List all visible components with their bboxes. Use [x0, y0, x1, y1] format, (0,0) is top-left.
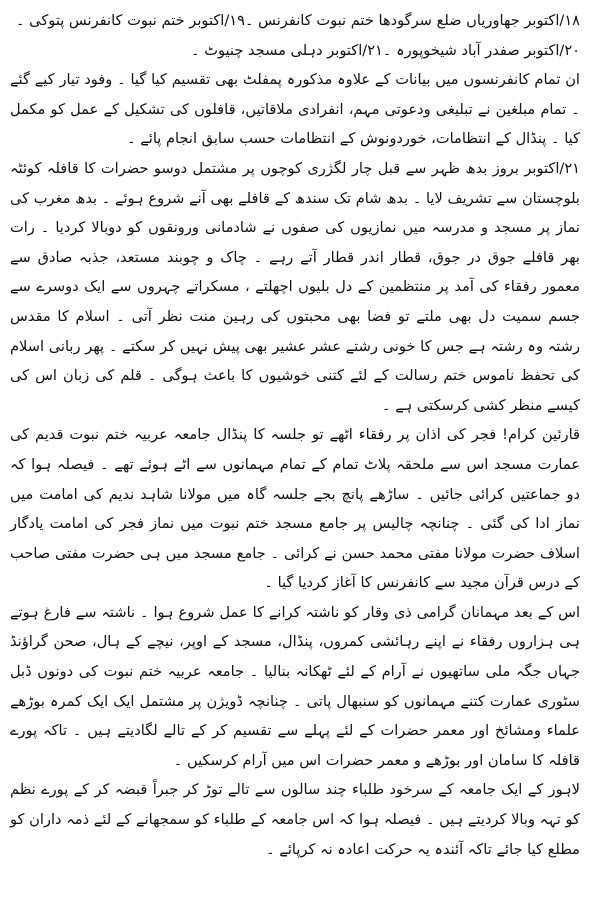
schedule-line-1: ۱۸/اکتوبر جھاوریاں ضلع سرگودھا ختم نبوت کانفرنس ۔۱۹/اکتوبر ختم نبوت کانفرنس پتوکی ۔: [15, 12, 580, 29]
paragraph-arrangements: ان تمام کانفرنسوں میں بیانات کے علاوہ مذکورہ پمفلٹ بھی تقسیم کیا گیا ۔ وفود تیار کیے گئے ۔ تمام مبلغین نے تبلیغی ودعوتی مہم، انفرادی ملاقاتیں، قافلوں کی تشکیل کے عمل کو مکمل کیا ۔ پنڈال کے انتظامات، خوردونوش کے انتظامات حسب سابق انجام پائے ۔: [10, 71, 580, 148]
schedule-line-2: ۲۰/اکتوبر صفدر آباد شیخوپورہ ۔۲۱/اکتوبر دہلی مسجد چنیوٹ ۔: [191, 41, 580, 59]
article-body: [10, 6, 580, 864]
paragraph-fajr: قارئین کرام! فجر کی اذان پر رفقاء اٹھے تو جلسہ کا پنڈال جامعہ عربیہ ختم نبوت قدیم کی عمارت مسجد اس سے ملحقہ پلاٹ تمام کے تمام مہمانوں سے اٹے ہوئے تھے ۔ فیصلہ ہوا کہ دو جماعتیں کرائی جائیں ۔ ساڑھے پانچ بجے جلسہ گاہ میں مولانا شاہد ندیم کی امامت میں نماز ادا کی گئی ۔ چنانچہ چالیس پر جامع مسجد ختم نبوت میں نماز فجر کی امامت یادگار اسلاف حضرت مولانا مفتی محمد حسن نے کرائی ۔ جامع مسجد میں ہی حضرت مفتی صاحب کے درس قرآن مجید سے کانفرنس کا آغاز کردیا گیا ۔: [10, 426, 580, 592]
paragraph-caravans: ۲۱/اکتوبر بروز بدھ ظہر سے قبل چار لگژری کوچوں پر مشتمل دوسو حضرات کا قافلہ کوئٹہ بلوچستان سے تشریف لایا ۔ بدھ شام تک سندھ کے قافلے بھی آنے شروع ہوئے ۔ بدھ مغرب کی نماز پر مسجد و مدرسہ میں نمازیوں کی صفوں نے شادمانی ورونقوں کو دوبالا کردیا ۔ رات بھر قافلے جوق در جوق، قطار اندر قطار آتے رہے ۔ چاک و چوبند مستعد، جذبہ صادق سے معمور رفقاء کی آمد پر منتظمین کے دل بلیوں اچھلتے ، مسکراتے چہروں سے ایک دوسرے سے جسم سمیت دل بھی ملتے تو فضا بھی محبتوں کی رہین منت نظر آتی ۔ اسلام کا مقدس رشتہ وہ رشتہ ہے جس کا خونی رشتے عشر عشیر بھی پیش نہیں کر سکتے ۔ پھر ربانی اسلام کی تحفظ ناموس ختم رسالت کے لئے کتنی خوشیوں کا باعث ہوگی ۔ قلم کی زبان اس کی کیسے منظر کشی کرسکتی ہے ۔: [10, 159, 580, 414]
paragraph-lahore: لاہور کے ایک جامعہ کے سرخود طلباء چند سالوں سے تالے توڑ کر جبراً قبضہ کر کے پورے نظم کو تہہ وبالا کردیتے ہیں ۔ فیصلہ ہوا کہ اس جامعہ کے طلباء کو سمجھانے کے لئے ذمہ داران کو مطلع کیا جائے تاکہ آئندہ یہ حرکت اعادہ نہ کرپائے ۔: [10, 781, 580, 858]
paragraph-breakfast: اس کے بعد مہمانان گرامی ذی وقار کو ناشتہ کرانے کا عمل شروع ہوا ۔ ناشتہ سے فارغ ہوتے ہی ہزاروں رفقاء نے اپنے رہائشی کمروں، پنڈال، مسجد کے اوپر، نیچے کے ہال، صحن گراؤنڈ جہاں جگہ ملی ساتھیوں نے آرام کے لئے ٹھکانہ بنالیا ۔ جامعہ عربیہ ختم نبوت کی دونوں ڈبل سٹوری عمارت کتنے مہمانوں کو سنبھال پاتی ۔ چنانچہ ڈویژن پر مشتمل ایک ایک کمرہ بوڑھے علماء ومشائخ اور معمر حضرات کے لئے پہلے سے تقسیم کر کے تالے لگادیتے ہیں ۔ تاکہ پورے قافلہ کا سامان اور بوڑھے و معمر حضرات اس میں آرام کرسکیں ۔: [10, 603, 580, 769]
